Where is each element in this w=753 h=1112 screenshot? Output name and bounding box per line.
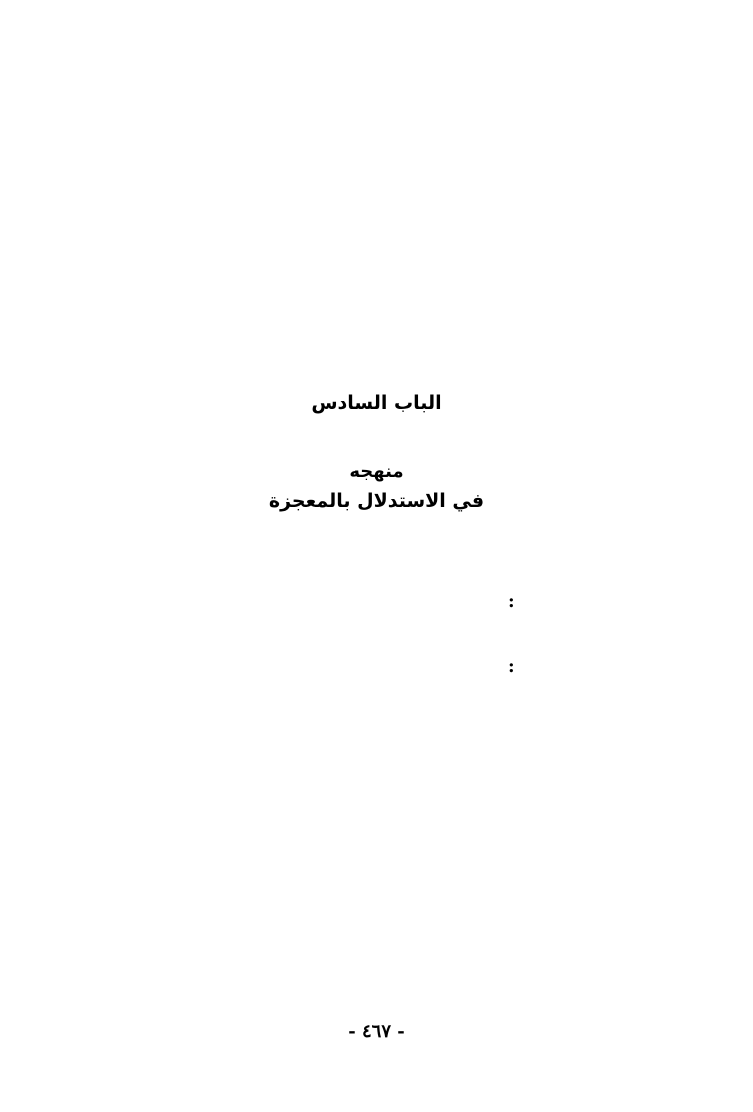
part-title: الباب السادس [311,392,442,414]
page-number: - ٤٦٧ - [348,1021,405,1042]
method-subtitle: في الاستدلال بالمعجزة [268,490,485,512]
chapter-colon: : [508,591,515,612]
chapter-colon: : [508,656,515,677]
method-title: منهجه [349,461,404,482]
